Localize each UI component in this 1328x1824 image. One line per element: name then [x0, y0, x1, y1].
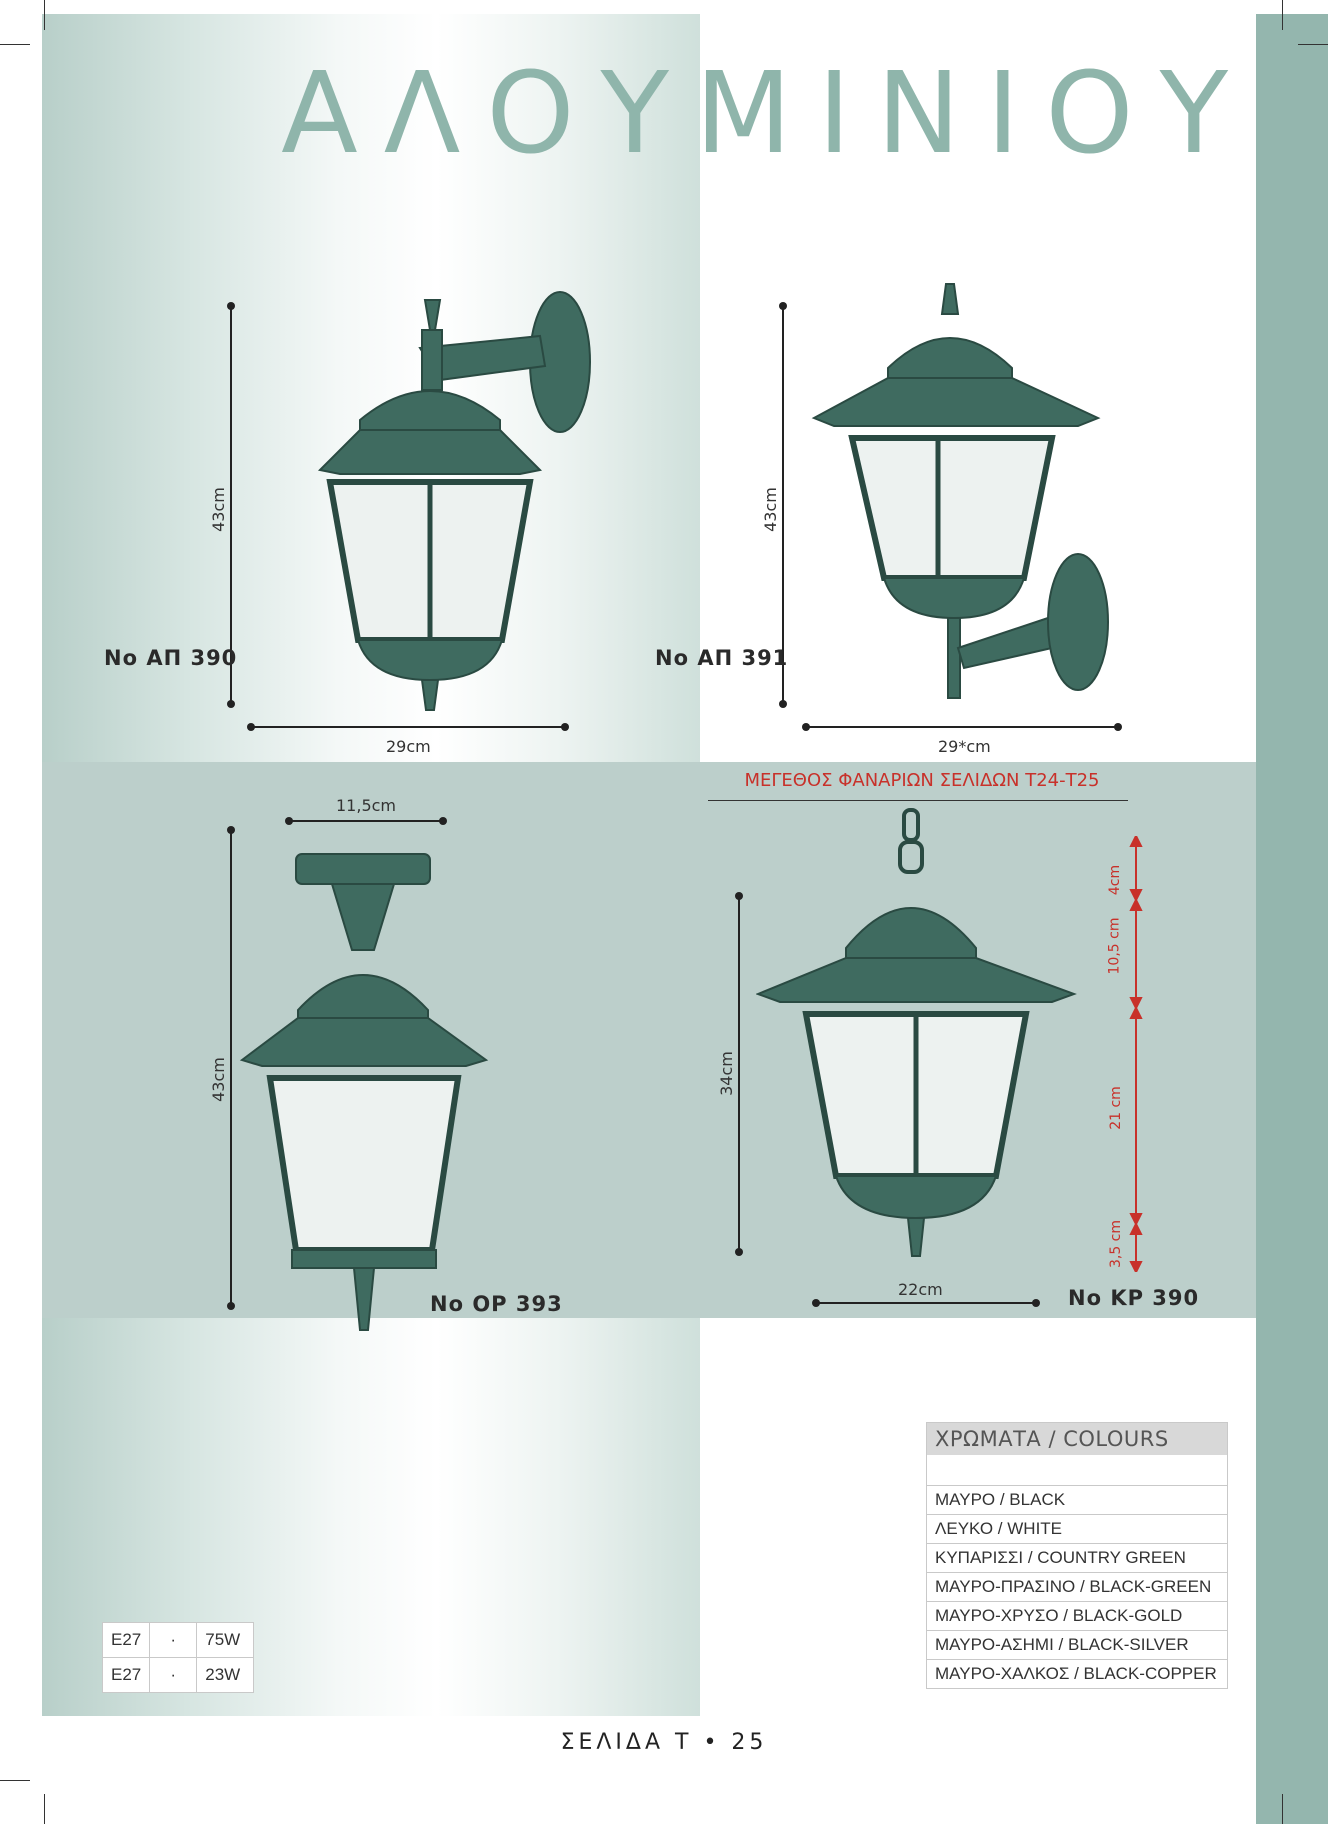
lamp-specs-table — [102, 1622, 254, 1693]
width-dimension-line — [815, 1302, 1037, 1304]
lantern-size-heading: ΜΕΓΕΘΟΣ ΦΑΝΑΡΙΩΝ ΣΕΛΙΔΩΝ Τ24-Τ25 — [744, 770, 1100, 791]
height-dimension-line — [738, 896, 740, 1252]
crop-mark — [1298, 44, 1328, 45]
dimension-dot — [227, 1302, 235, 1310]
crop-mark — [44, 1794, 45, 1824]
table-row — [103, 1658, 254, 1693]
colour-option: ΚΥΠΑΡΙΣΣΙ / COUNTRY GREEN — [927, 1544, 1227, 1573]
segment-label: 3,5 cm — [1108, 1219, 1125, 1269]
height-dimension-line — [230, 306, 232, 704]
size-scale-arrows — [1126, 836, 1146, 1272]
colour-option: ΜΑΥΡΟ / BLACK — [927, 1486, 1227, 1515]
width-dimension-line — [250, 726, 566, 728]
wall-lantern-down-image — [270, 270, 610, 720]
model-label: No ΚΡ 390 — [1068, 1286, 1200, 1310]
dimension-dot — [1032, 1299, 1040, 1307]
dimension-dot — [439, 817, 447, 825]
height-label: 43cm — [760, 487, 780, 532]
dimension-dot — [779, 700, 787, 708]
height-dimension-line — [230, 830, 232, 1306]
table-row — [103, 1623, 254, 1658]
symbol-cell: · — [150, 1658, 197, 1693]
width-label: 29*cm — [938, 737, 991, 756]
page-title: ΑΛΟΥΜΙΝΙΟΥ — [281, 49, 1254, 179]
colours-blank-row — [927, 1455, 1227, 1486]
dimension-dot — [735, 1248, 743, 1256]
model-label: No ΑΠ 391 — [655, 646, 789, 670]
page-footer: ΣΕΛΙΔΑ Τ • 25 — [560, 1730, 768, 1755]
width-label: 22cm — [898, 1280, 943, 1299]
height-dimension-line — [782, 306, 784, 704]
crop-mark — [0, 1780, 30, 1781]
colour-option: ΜΑΥΡΟ-ΧΑΛΚΟΣ / BLACK-COPPER — [935, 1664, 1217, 1683]
crop-mark — [1282, 0, 1283, 30]
colours-heading: ΧΡΩΜΑΤΑ / COLOURS — [927, 1423, 1227, 1455]
width-label: 29cm — [386, 737, 431, 756]
height-label: 43cm — [208, 487, 228, 532]
dimension-dot — [779, 302, 787, 310]
segment-label: 10,5 cm — [1106, 917, 1123, 975]
pendant-lantern-image — [756, 808, 1096, 1278]
height-label: 34cm — [716, 1051, 736, 1096]
width-dimension-line — [288, 820, 444, 822]
socket-cell: E27 — [103, 1658, 150, 1693]
socket-cell: E27 — [103, 1623, 150, 1658]
dimension-dot — [247, 723, 255, 731]
dimension-dot — [561, 723, 569, 731]
model-label: No ΟΡ 393 — [430, 1292, 563, 1316]
colour-option: ΛΕΥΚΟ / WHITE — [927, 1515, 1227, 1544]
heading-underline — [708, 800, 1128, 801]
colour-option: ΜΑΥΡΟ-ΑΣΗΜΙ / BLACK-SILVER — [927, 1631, 1227, 1660]
colour-option: ΜΑΥΡΟ-ΠΡΑΣΙΝΟ / BLACK-GREEN — [927, 1573, 1227, 1602]
wall-lantern-up-image — [808, 278, 1128, 708]
model-label: No ΑΠ 390 — [104, 646, 238, 670]
dimension-dot — [802, 723, 810, 731]
dimension-dot — [735, 892, 743, 900]
power-cell: 23W — [197, 1658, 254, 1693]
crop-mark — [44, 0, 45, 30]
dimension-dot — [227, 700, 235, 708]
segment-label: 4cm — [1107, 864, 1124, 896]
dimension-dot — [227, 302, 235, 310]
dimension-dot — [1114, 723, 1122, 731]
dimension-dot — [227, 826, 235, 834]
crop-mark — [1282, 1794, 1283, 1824]
symbol-cell: · — [150, 1623, 197, 1658]
dimension-dot — [285, 817, 293, 825]
ceiling-lantern-image — [236, 850, 496, 1340]
crop-mark — [0, 44, 30, 45]
width-label: 11,5cm — [336, 796, 397, 815]
height-label: 43cm — [208, 1057, 228, 1102]
right-sidebar-band — [1256, 14, 1328, 1824]
dimension-dot — [812, 1299, 820, 1307]
segment-label: 21 cm — [1107, 1086, 1124, 1130]
colour-option: ΜΑΥΡΟ-ΧΡΥΣΟ / BLACK-GOLD — [927, 1602, 1227, 1631]
power-cell: 75W — [197, 1623, 254, 1658]
colours-table — [926, 1422, 1228, 1689]
width-dimension-line — [805, 726, 1119, 728]
